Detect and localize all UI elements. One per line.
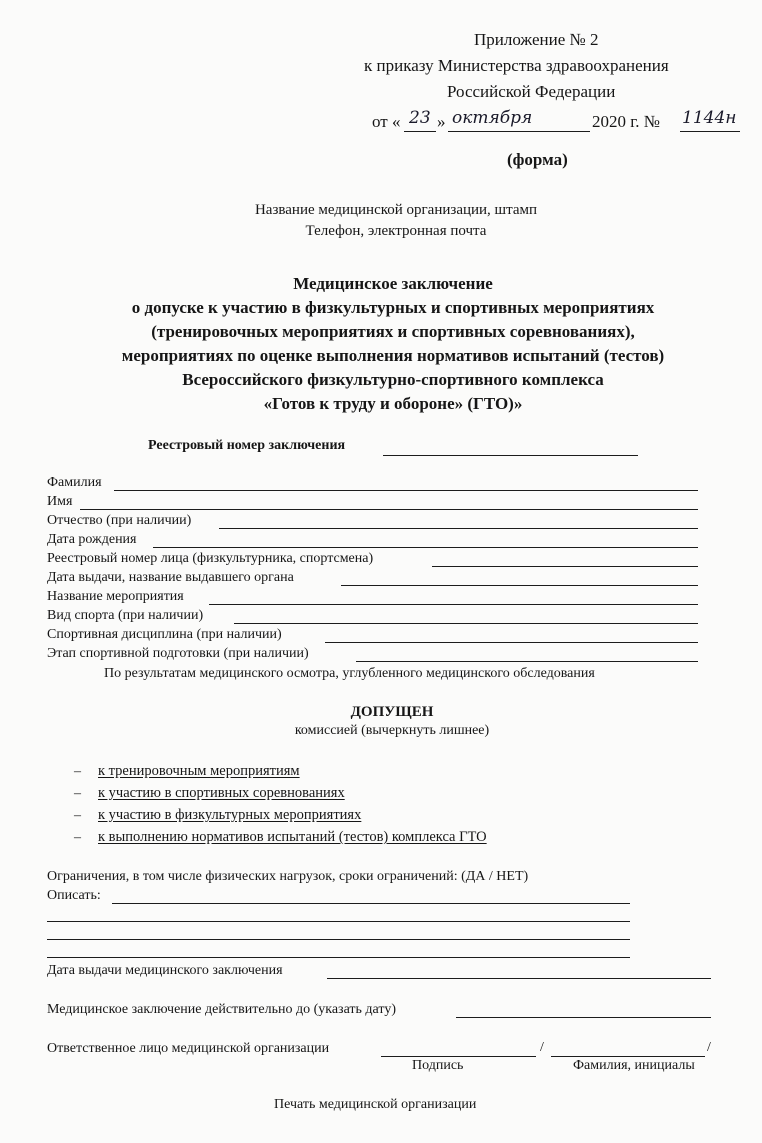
- field-birth-date: Дата рождения: [47, 532, 137, 547]
- registry-number-line[interactable]: [383, 455, 638, 456]
- describe-line-3[interactable]: [47, 939, 630, 940]
- title-line-4: мероприятиях по оценке выполнения нормативов испытаний (тестов): [121, 346, 665, 365]
- valid-until-line[interactable]: [456, 1017, 711, 1018]
- registry-number-label: Реестровый номер заключения: [148, 438, 346, 453]
- title-line-3: (тренировочных мероприятиях и спортивных соревнованиях),: [151, 322, 635, 341]
- field-training-stage: Этап спортивной подготовки (при наличии): [47, 646, 309, 661]
- field-issue-authority: Дата выдачи, название выдавшего органа: [47, 570, 294, 585]
- order-number: 1144н: [682, 108, 737, 128]
- name-slash: /: [707, 1040, 711, 1055]
- field-discipline-line[interactable]: [325, 642, 698, 643]
- title-line-1: Медицинское заключение: [293, 274, 493, 293]
- valid-until-label: Медицинское заключение действительно до (указать дату): [47, 1002, 396, 1017]
- field-patronymic-line[interactable]: [219, 528, 698, 529]
- date-year: 2020 г. №: [592, 112, 661, 131]
- field-event-name-line[interactable]: [209, 604, 698, 605]
- name-caption: Фамилия, инициалы: [573, 1058, 695, 1073]
- field-person-registry: Реестровый номер лица (физкультурника, спортсмена): [47, 551, 374, 566]
- option-training[interactable]: к тренировочным мероприятиям: [98, 763, 300, 779]
- commission-note: комиссией (вычеркнуть лишнее): [294, 723, 490, 738]
- option-gto-standards[interactable]: к выполнению нормативов испытаний (тестов) комплекса ГТО: [98, 829, 487, 845]
- field-training-stage-line[interactable]: [356, 661, 698, 662]
- restrictions-label: Ограничения, в том числе физических нагрузок, сроки ограничений: (ДА / НЕТ): [47, 869, 529, 884]
- field-sport: Вид спорта (при наличии): [47, 608, 204, 623]
- form-label: (форма): [507, 150, 568, 169]
- admitted-heading: ДОПУЩЕН: [350, 704, 434, 720]
- field-surname-line[interactable]: [114, 490, 698, 491]
- signature-line[interactable]: [381, 1056, 536, 1057]
- option-dash-2: –: [74, 786, 81, 801]
- describe-line-2[interactable]: [47, 921, 630, 922]
- signature-caption: Подпись: [412, 1058, 464, 1073]
- field-discipline: Спортивная дисциплина (при наличии): [47, 627, 282, 642]
- field-event-name: Название мероприятия: [47, 589, 184, 604]
- date-mid: »: [437, 112, 446, 131]
- seal-label: Печать медицинской организации: [274, 1097, 477, 1112]
- field-sport-line[interactable]: [234, 623, 698, 624]
- field-patronymic: Отчество (при наличии): [47, 513, 192, 528]
- field-issue-authority-line[interactable]: [341, 585, 698, 586]
- title-line-5: Всероссийского физкультурно-спортивного комплекса: [182, 370, 604, 389]
- option-dash-3: –: [74, 808, 81, 823]
- org-name-label: Название медицинской организации, штамп: [254, 202, 538, 218]
- option-dash-1: –: [74, 764, 81, 779]
- title-line-2: о допуске к участию в физкультурных и спортивных мероприятиях: [131, 298, 655, 317]
- appendix-line-3: Российской Федерации: [447, 82, 616, 101]
- field-surname: Фамилия: [47, 475, 102, 490]
- option-competitions[interactable]: к участию в спортивных соревнованиях: [98, 785, 345, 801]
- option-physical-events[interactable]: к участию в физкультурных мероприятиях: [98, 807, 362, 823]
- describe-line-4[interactable]: [47, 957, 630, 958]
- date-month: октября: [452, 108, 533, 128]
- name-line[interactable]: [551, 1056, 705, 1057]
- issue-date-label: Дата выдачи медицинского заключения: [47, 963, 283, 978]
- describe-line-1[interactable]: [112, 903, 630, 904]
- describe-label: Описать:: [47, 888, 101, 903]
- option-dash-4: –: [74, 830, 81, 845]
- appendix-line-1: Приложение № 2: [474, 30, 599, 49]
- appendix-line-2: к приказу Министерства здравоохранения: [364, 56, 669, 75]
- field-name-line[interactable]: [80, 509, 698, 510]
- signature-slash: /: [540, 1040, 544, 1055]
- field-person-registry-line[interactable]: [432, 566, 698, 567]
- results-text: По результатам медицинского осмотра, углубленного медицинского обследования: [104, 666, 595, 681]
- field-birth-date-line[interactable]: [153, 547, 698, 548]
- responsible-label: Ответственное лицо медицинской организации: [47, 1041, 330, 1056]
- field-name: Имя: [47, 494, 73, 509]
- org-contacts-label: Телефон, электронная почта: [305, 223, 487, 239]
- date-day: 23: [409, 108, 431, 128]
- issue-date-line[interactable]: [327, 978, 711, 979]
- title-line-6: «Готов к труду и обороне» (ГТО)»: [263, 394, 523, 413]
- date-prefix: от «: [372, 112, 401, 131]
